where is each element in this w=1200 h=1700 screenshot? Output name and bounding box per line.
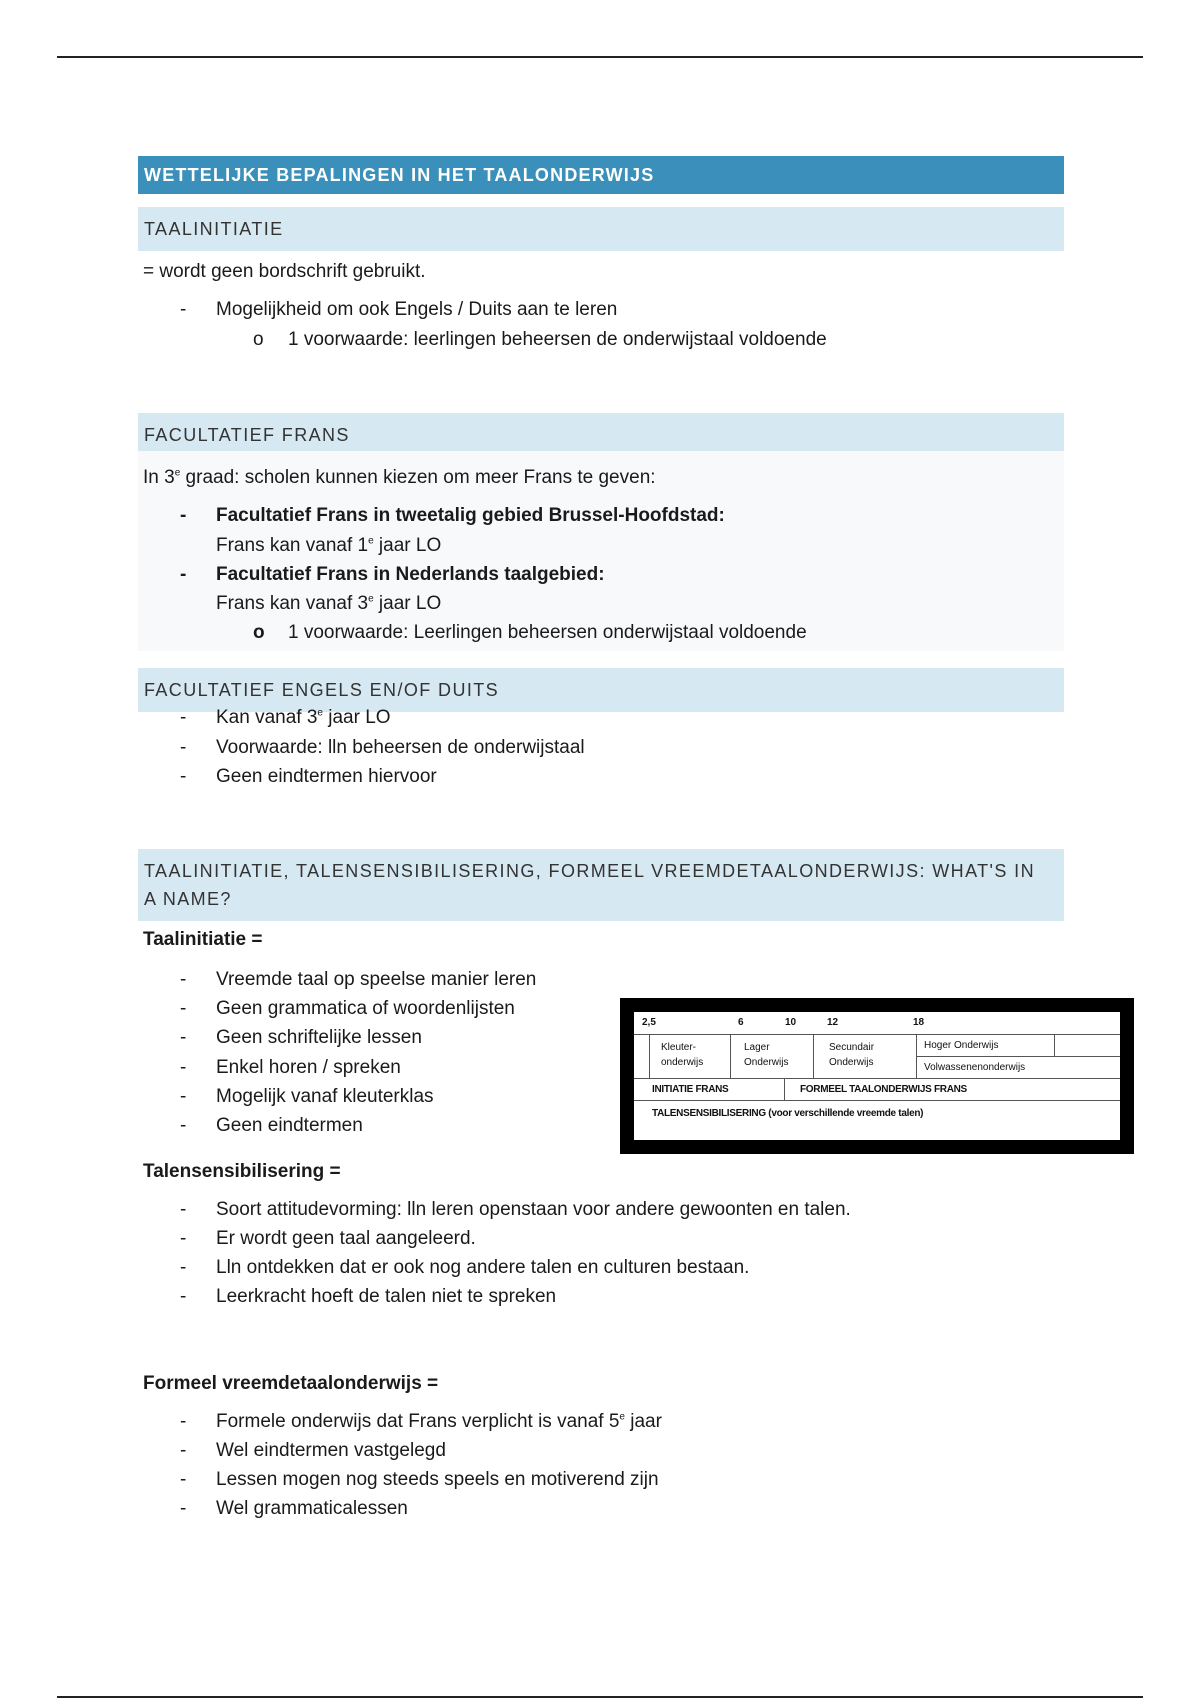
tick-label: 10 [785,1017,797,1028]
bullet-dash: - [180,1469,187,1490]
list-item: Geen grammatica of woordenlijsten [216,998,515,1020]
top-rule [57,56,1143,58]
section-heading-taalinitiatie: TAALINITIATIE [138,207,1064,251]
formeel-label: Formeel vreemdetaalonderwijs = [143,1373,439,1394]
lager-cell: Lager Onderwijs [744,1042,789,1068]
s3-item: Geen eindtermen hiervoor [216,766,437,787]
volwassenen-cell: Volwassenenonderwijs [924,1062,1026,1073]
taalinitiatie-label: Taalinitiatie = [143,929,263,950]
bullet-dash: - [180,299,187,320]
section-heading-whats-in-a-name: TAALINITIATIE, TALENSENSIBILISERING, FORMEEL VREEMDETAALONDERWIJS: WHAT'S IN A NAME? [138,849,1064,921]
list-item: Soort attitudevorming: lln leren openstaan voor andere gewoonten en talen. [216,1199,851,1220]
talensensibilisering-label: Talensensibilisering = [143,1161,341,1182]
kleuter-cell: Kleuter- onderwijs [661,1042,704,1068]
bullet-o: o [253,622,265,643]
bullet-dash: - [180,1286,187,1307]
s2-item-nederlands-text: Frans kan vanaf 3e jaar LO [216,593,442,614]
bullet-dash: - [180,1411,187,1432]
list-item: Leerkracht hoeft de talen niet te spreken [216,1286,557,1307]
list-item: Geen schriftelijke lessen [216,1027,422,1049]
s1-intro: = wordt geen bordschrift gebruikt. [143,261,426,282]
tick-label: 2,5 [642,1017,656,1028]
bullet-dash: - [180,564,187,585]
s2-item-nederlands: Facultatief Frans in Nederlands taalgebied: [216,564,605,585]
s3-item: Kan vanaf 3e jaar LO [216,707,391,728]
section-heading-facultatief-frans: FACULTATIEF FRANS [138,413,1064,457]
grid-line [649,1034,650,1078]
bullet-dash: - [180,1027,187,1049]
bullet-dash: - [180,737,187,758]
list-item: Lln ontdekken dat er ook nog andere talen en culturen bestaan. [216,1257,750,1278]
bullet-dash: - [180,1440,187,1461]
grid-line [634,1078,1120,1079]
secundair-cell: Secundair Onderwijs [829,1042,875,1068]
s1-sub-item: 1 voorwaarde: leerlingen beheersen de onderwijstaal voldoende [288,329,827,350]
list-item: Enkel horen / spreken [216,1056,401,1078]
talensensibilisering-cell: TALENSENSIBILISERING (voor verschillende vreemde talen) [652,1108,924,1119]
s3-item: Voorwaarde: lln beheersen de onderwijstaal [216,737,585,758]
list-item: Wel eindtermen vastgelegd [216,1440,446,1461]
list-item: Mogelijk vanaf kleuterklas [216,1085,434,1107]
s2-sub-item: 1 voorwaarde: Leerlingen beheersen onderwijstaal voldoende [288,622,807,643]
list-item: Vreemde taal op speelse manier leren [216,969,537,990]
page-title: WETTELIJKE BEPALINGEN IN HET TAALONDERWIJS [138,156,1064,194]
bullet-dash: - [180,1115,187,1136]
grid-line [730,1034,731,1078]
grid-line [634,1100,1120,1101]
bullet-dash: - [180,1228,187,1249]
list-item: Geen eindtermen [216,1115,363,1136]
hoger-cell: Hoger Onderwijs [924,1040,999,1051]
bullet-o: o [253,329,264,350]
grid-line [784,1078,785,1100]
formeel-cell: FORMEEL TAALONDERWIJS FRANS [800,1084,967,1095]
tick-label: 12 [827,1017,839,1028]
list-item: Wel grammaticalessen [216,1498,408,1519]
tick-label: 18 [913,1017,925,1028]
bullet-dash: - [180,1257,187,1278]
grid-line [813,1034,814,1078]
bullet-dash: - [180,505,187,526]
timeline-table-inner [634,1012,1120,1140]
s2-item-brussel-text: Frans kan vanaf 1e jaar LO [216,535,442,556]
bullet-dash: - [180,969,187,990]
grid-line [916,1056,1120,1057]
initiatie-cell: INITIATIE FRANS [652,1084,729,1095]
bullet-dash: - [180,1199,187,1220]
s1-item: Mogelijkheid om ook Engels / Duits aan te leren [216,299,618,320]
bullet-dash: - [180,1498,187,1519]
bullet-dash: - [180,1056,187,1078]
tick-label: 6 [738,1017,744,1028]
bullet-dash: - [180,998,187,1020]
grid-line [916,1034,917,1078]
bottom-rule [57,1696,1143,1698]
bullet-dash: - [180,1085,187,1107]
education-timeline-table [620,998,1134,1154]
grid-line [1054,1034,1055,1056]
grid-line [634,1034,1120,1035]
list-item: Lessen mogen nog steeds speels en motiverend zijn [216,1469,659,1490]
s2-intro: In 3e graad: scholen kunnen kiezen om meer Frans te geven: [143,467,656,488]
list-item: Er wordt geen taal aangeleerd. [216,1228,476,1249]
section-heading-engels-duits: FACULTATIEF ENGELS EN/OF DUITS [138,668,1064,712]
s2-item-brussel: Facultatief Frans in tweetalig gebied Brussel-Hoofdstad: [216,505,725,526]
bullet-dash: - [180,766,187,787]
bullet-dash: - [180,707,187,728]
formeel-item: Formele onderwijs dat Frans verplicht is vanaf 5e jaar [216,1411,662,1432]
